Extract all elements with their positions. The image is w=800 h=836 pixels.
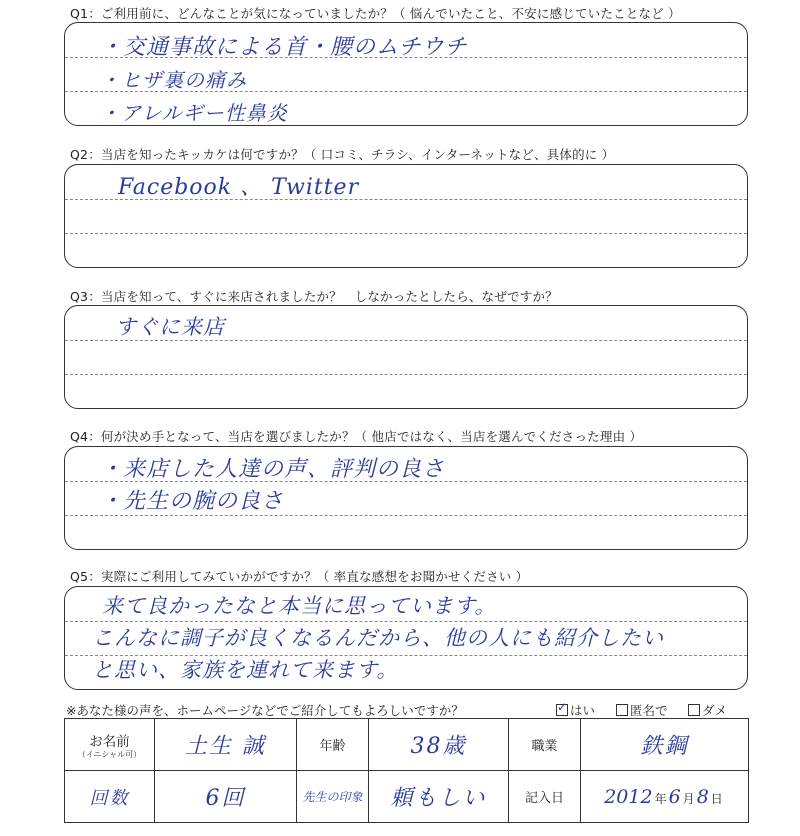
info-table	[64, 718, 749, 823]
job-value-cell[interactable]	[581, 719, 749, 771]
job-label: 職業	[509, 719, 581, 771]
option-anonymous-label: 匿名で	[630, 703, 668, 718]
impression-label-cell	[297, 771, 369, 823]
job-value: 鉄鋼	[640, 734, 689, 759]
impression-label: 先生の印象	[302, 789, 363, 804]
date-year-unit: 年	[654, 791, 667, 806]
date-day: 8	[696, 785, 709, 808]
visits-label: 回数	[89, 787, 130, 809]
option-no-label: ダメ	[702, 703, 728, 718]
date-month-unit: 月	[682, 791, 695, 806]
option-yes-label: はい	[570, 703, 596, 718]
age-label: 年齢	[297, 719, 369, 771]
answer-2-line-1: Facebook 、 Twitter	[118, 175, 360, 200]
impression-value: 頼もしい	[390, 786, 487, 811]
answer-1-line-3: ・アレルギー性鼻炎	[100, 101, 288, 125]
name-value: 土生 誠	[185, 734, 266, 759]
date-year: 2012	[604, 785, 653, 808]
permission-question: ※あなた様の声を、ホームページなどでご紹介してもよろしいですか？	[66, 703, 464, 718]
option-anonymous[interactable]	[616, 701, 668, 719]
name-sub-label: （イニシャル可）	[77, 749, 142, 759]
name-label-cell	[65, 719, 155, 771]
ruled-line	[65, 515, 747, 516]
option-yes[interactable]	[556, 701, 595, 719]
option-no[interactable]	[688, 701, 727, 719]
visits-value-cell[interactable]	[155, 771, 297, 823]
impression-value-cell[interactable]	[369, 771, 509, 823]
question-1-label: Q1：ご利用前に、どんなことが気になっていましたか？（ 悩んでいたこと、不安に感じていたことなど ）	[70, 6, 681, 21]
ruled-line	[65, 374, 747, 375]
checkbox-unchecked[interactable]	[616, 704, 628, 716]
answer-3-line-1: すぐに来店	[115, 315, 225, 339]
date-value-cell[interactable]	[581, 771, 749, 823]
ruled-line	[65, 233, 747, 234]
question-5-label: Q5：実際にご利用してみていかがですか？（ 率直な感想をお聞かせください ）	[70, 569, 529, 584]
question-3-label: Q3：当店を知って、すぐに来店されましたか？ しなかったとしたら、なぜですか？	[70, 289, 558, 304]
answer-1-line-1: ・交通事故による首・腰のムチウチ	[100, 35, 468, 60]
age-value: 38歳	[410, 734, 467, 759]
question-2-label: Q2：当店を知ったキッカケは何ですか？（ 口コミ、チラシ、インターネットなど、具体的に ）	[70, 147, 615, 162]
name-label: お名前	[89, 733, 130, 750]
checkbox-unchecked[interactable]	[688, 704, 700, 716]
checkbox-checked[interactable]	[556, 704, 568, 716]
answer-5-line-3: と思い、家族を連れて来ます。	[92, 658, 399, 682]
visits-label-cell	[65, 771, 155, 823]
name-value-cell[interactable]	[155, 719, 297, 771]
answer-4-line-1: ・来店した人達の声、評判の良さ	[100, 457, 446, 482]
age-value-cell[interactable]	[369, 719, 509, 771]
answer-1-line-2: ・ヒザ裏の痛み	[100, 68, 247, 92]
date-month: 6	[668, 785, 681, 808]
answer-5-line-1: 来て良かったなと本当に思っています。	[102, 594, 497, 618]
visits-value: 6回	[205, 786, 246, 811]
answer-4-line-2: ・先生の腕の良さ	[100, 489, 285, 514]
answer-5-line-2: こんなに調子が良くなるんだから、他の人にも紹介したい	[92, 626, 664, 650]
date-day-unit: 日	[710, 791, 723, 806]
question-4-label: Q4：何が決め手となって、当店を選びましたか？（ 他店ではなく、当店を選んでくださった理由 ）	[70, 429, 643, 444]
date-label: 記入日	[509, 771, 581, 823]
